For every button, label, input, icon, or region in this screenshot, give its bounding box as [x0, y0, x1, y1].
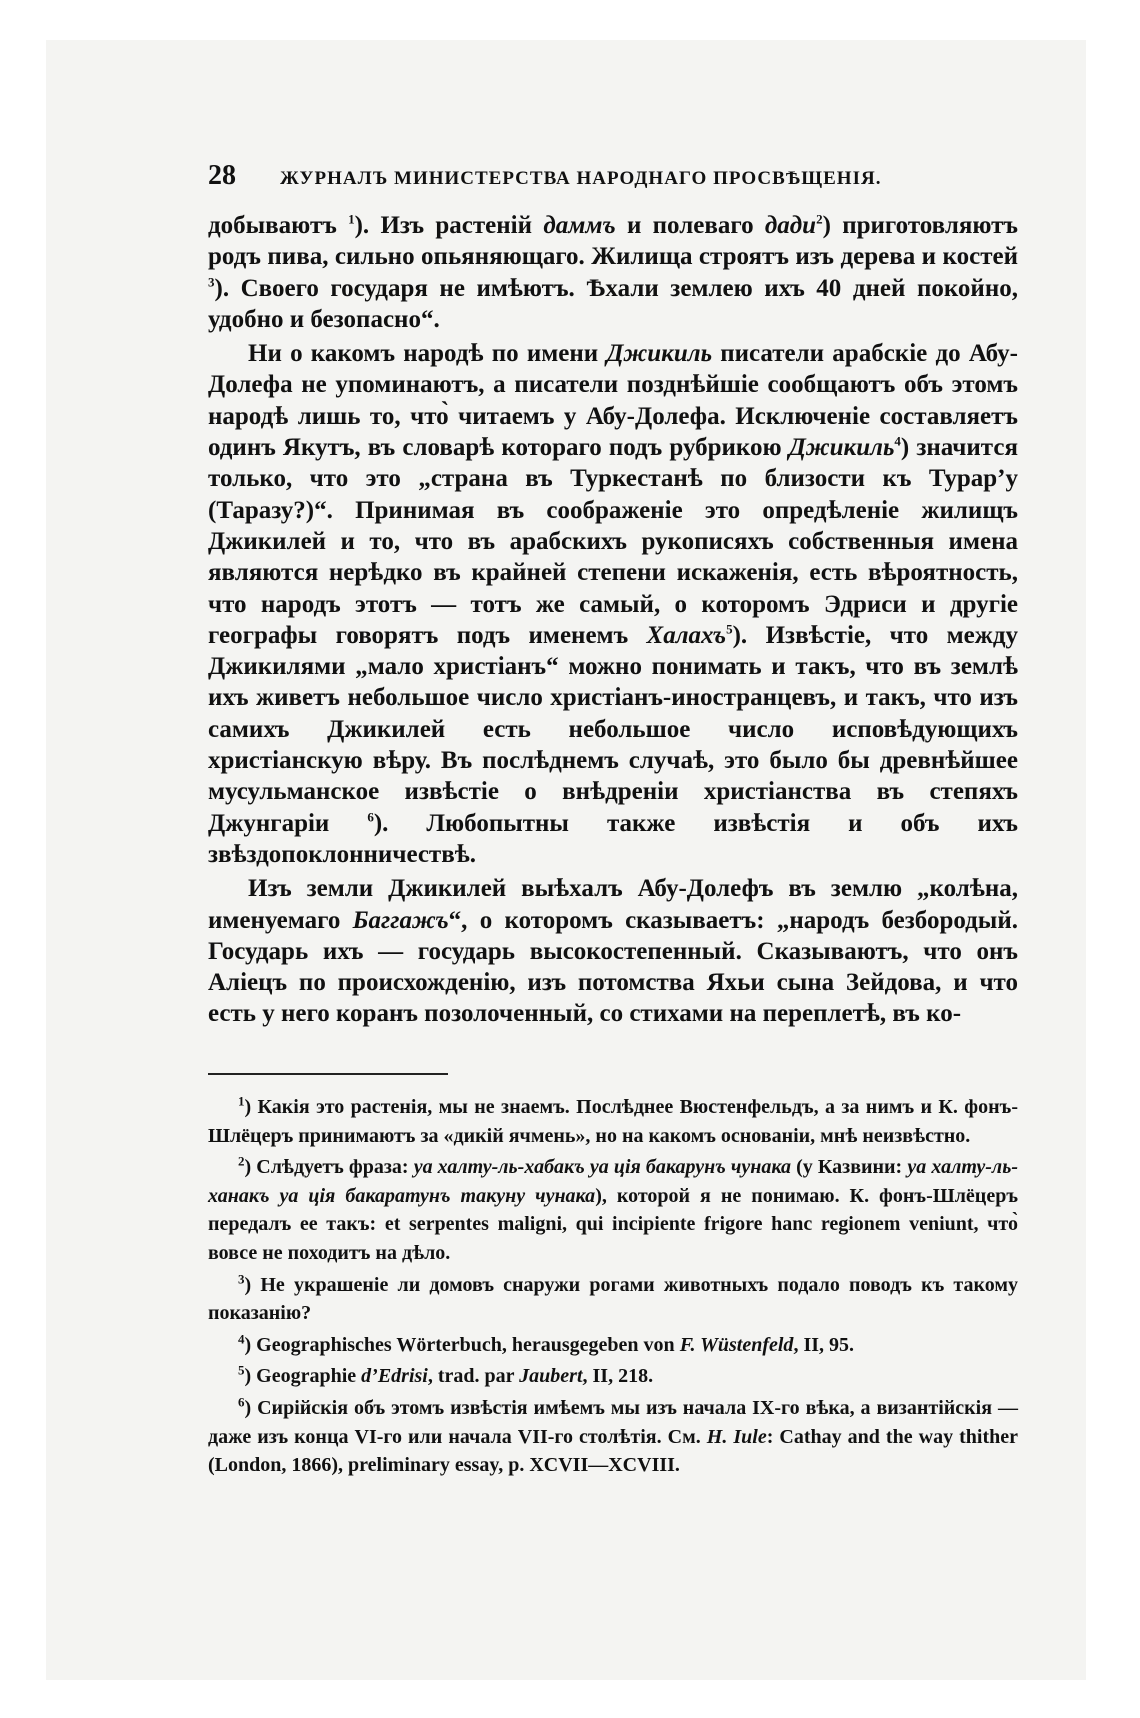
footnote-ref[interactable]: 5 [726, 621, 733, 637]
footnote-ref[interactable]: 6 [367, 809, 374, 825]
footnote-ref[interactable]: 4 [894, 433, 901, 449]
footnote-ref[interactable]: 3 [208, 274, 215, 290]
paragraph-3: Изъ земли Джикилей выѣхалъ Абу-Долефъ въ землю „колѣна, именуемаго Баггажъ“, о которомъ сказываетъ: „народъ безбородый. Государь ихъ — государь высокостепенный. Сказываютъ, что онъ Аліецъ по происхожденію, изъ потомства Яхьи сына Зейдова, и что есть у него коранъ позолоченный, со стихами на переплетѣ, въ ко- [208, 875, 1018, 1028]
footnote-divider [208, 1073, 448, 1075]
page-number: 28 [208, 160, 236, 191]
main-text [208, 210, 1018, 1033]
footnote-2: $^2$) Слѣдуетъ фраза: уа халту-ль-хабакъ уа ція бакарунъ чунака (у Казвини: уа халту-ль-ханакъ уа ція бакаратунъ такуну чунака), которой я не понимаю. К. фонъ-Шлёцеръ передалъ ее такъ: et serpentes maligni, qui incipiente frigore hanc regionem veniunt, что̀ вовсе не походитъ на дѣло. [208, 1153, 1018, 1264]
footnote-6: $^6$) Сирійскія объ этомъ извѣстія имѣемъ мы изъ начала IX-го вѣка, а византійскія — даже изъ конца VI-го или начала VII-го столѣтія. См. H. Iule: Cathay and the way thither (London, 1866), preliminary essay, p. XCVII—XCVIII. [208, 1394, 1018, 1477]
footnote-5: $^5$) Geographie d’Edrisi, trad. par Jaubert, II, 218. [238, 1362, 654, 1388]
running-header [208, 160, 1018, 192]
footnote-3: $^3$) Не украшеніе ли домовъ снаружи рогами животныхъ подало поводъ къ такому показанію? [208, 1270, 1018, 1325]
footnote-1: $^1$) Какія это растенія, мы не знаемъ. Послѣднее Вюстенфельдъ, а за нимъ и К. фонъ-Шлёцеръ принимаютъ за «дикій ячмень», но на какомъ основаніи, мнѣ неизвѣстно. [208, 1093, 1018, 1147]
footnote-ref[interactable]: 1 [348, 211, 355, 227]
footnote-4: $^4$) Geographisches Wörterbuch, herausgegeben von F. Wüstenfeld, II, 95. [238, 1331, 855, 1356]
journal-title: ЖУРНАЛЪ МИНИСТЕРСТВА НАРОДНАГО ПРОСВѢЩЕНІЯ. [280, 168, 882, 189]
paragraph-1: добываютъ $^1$). Изъ растеній даммъ и полеваго дади$^2$) приготовляютъ родъ пива, сильно опьяняющаго. Жилища строятъ изъ дерева и костей $^3$). Своего государя не имѣютъ. Ѣхали землею ихъ 40 дней покойно, удобно и безопасно“. [208, 211, 1019, 333]
paragraph-2: Ни о какомъ народѣ по имени Джикиль писатели арабскіе до Абу-Долефа не упоминаютъ, а писатели позднѣйшіе сообщаютъ объ этомъ народѣ лишь то, что̀ читаемъ у Абу-Долефа. Исключеніе составляетъ одинъ Якутъ, въ словарѣ котораго подъ рубрикою Джикиль$^4$) значится только, что это „страна въ Туркестанѣ по близости къ Турар’у (Таразу?)“. Принимая въ соображеніе это опредѣленіе жилищъ Джикилей и то, что въ арабскихъ рукописяхъ собственныя имена являются нерѣдко въ крайней степени искаженія, есть вѣроятность, что народъ этотъ — тотъ же самый, о которомъ Эдриси и другіе географы говорятъ подъ именемъ Халахъ$^5$). Извѣстіе, что между Джикилями „мало христіанъ“ можно понимать и такъ, что въ землѣ ихъ живетъ небольшое число христіанъ-иностранцевъ, и такъ, что изъ самихъ Джикилей есть небольшое число исповѣдующихъ христіанскую вѣру. Въ послѣднемъ случаѣ, это было бы древнѣйшее мусульманское извѣстіе о внѣдреніи христіанства въ степяхъ Джунгаріи $^6$). Любопытны также извѣстія и объ ихъ звѣздопоклонничествѣ. [208, 340, 1018, 868]
footnotes [208, 1093, 1018, 1483]
footnote-ref[interactable]: 2 [816, 211, 823, 227]
